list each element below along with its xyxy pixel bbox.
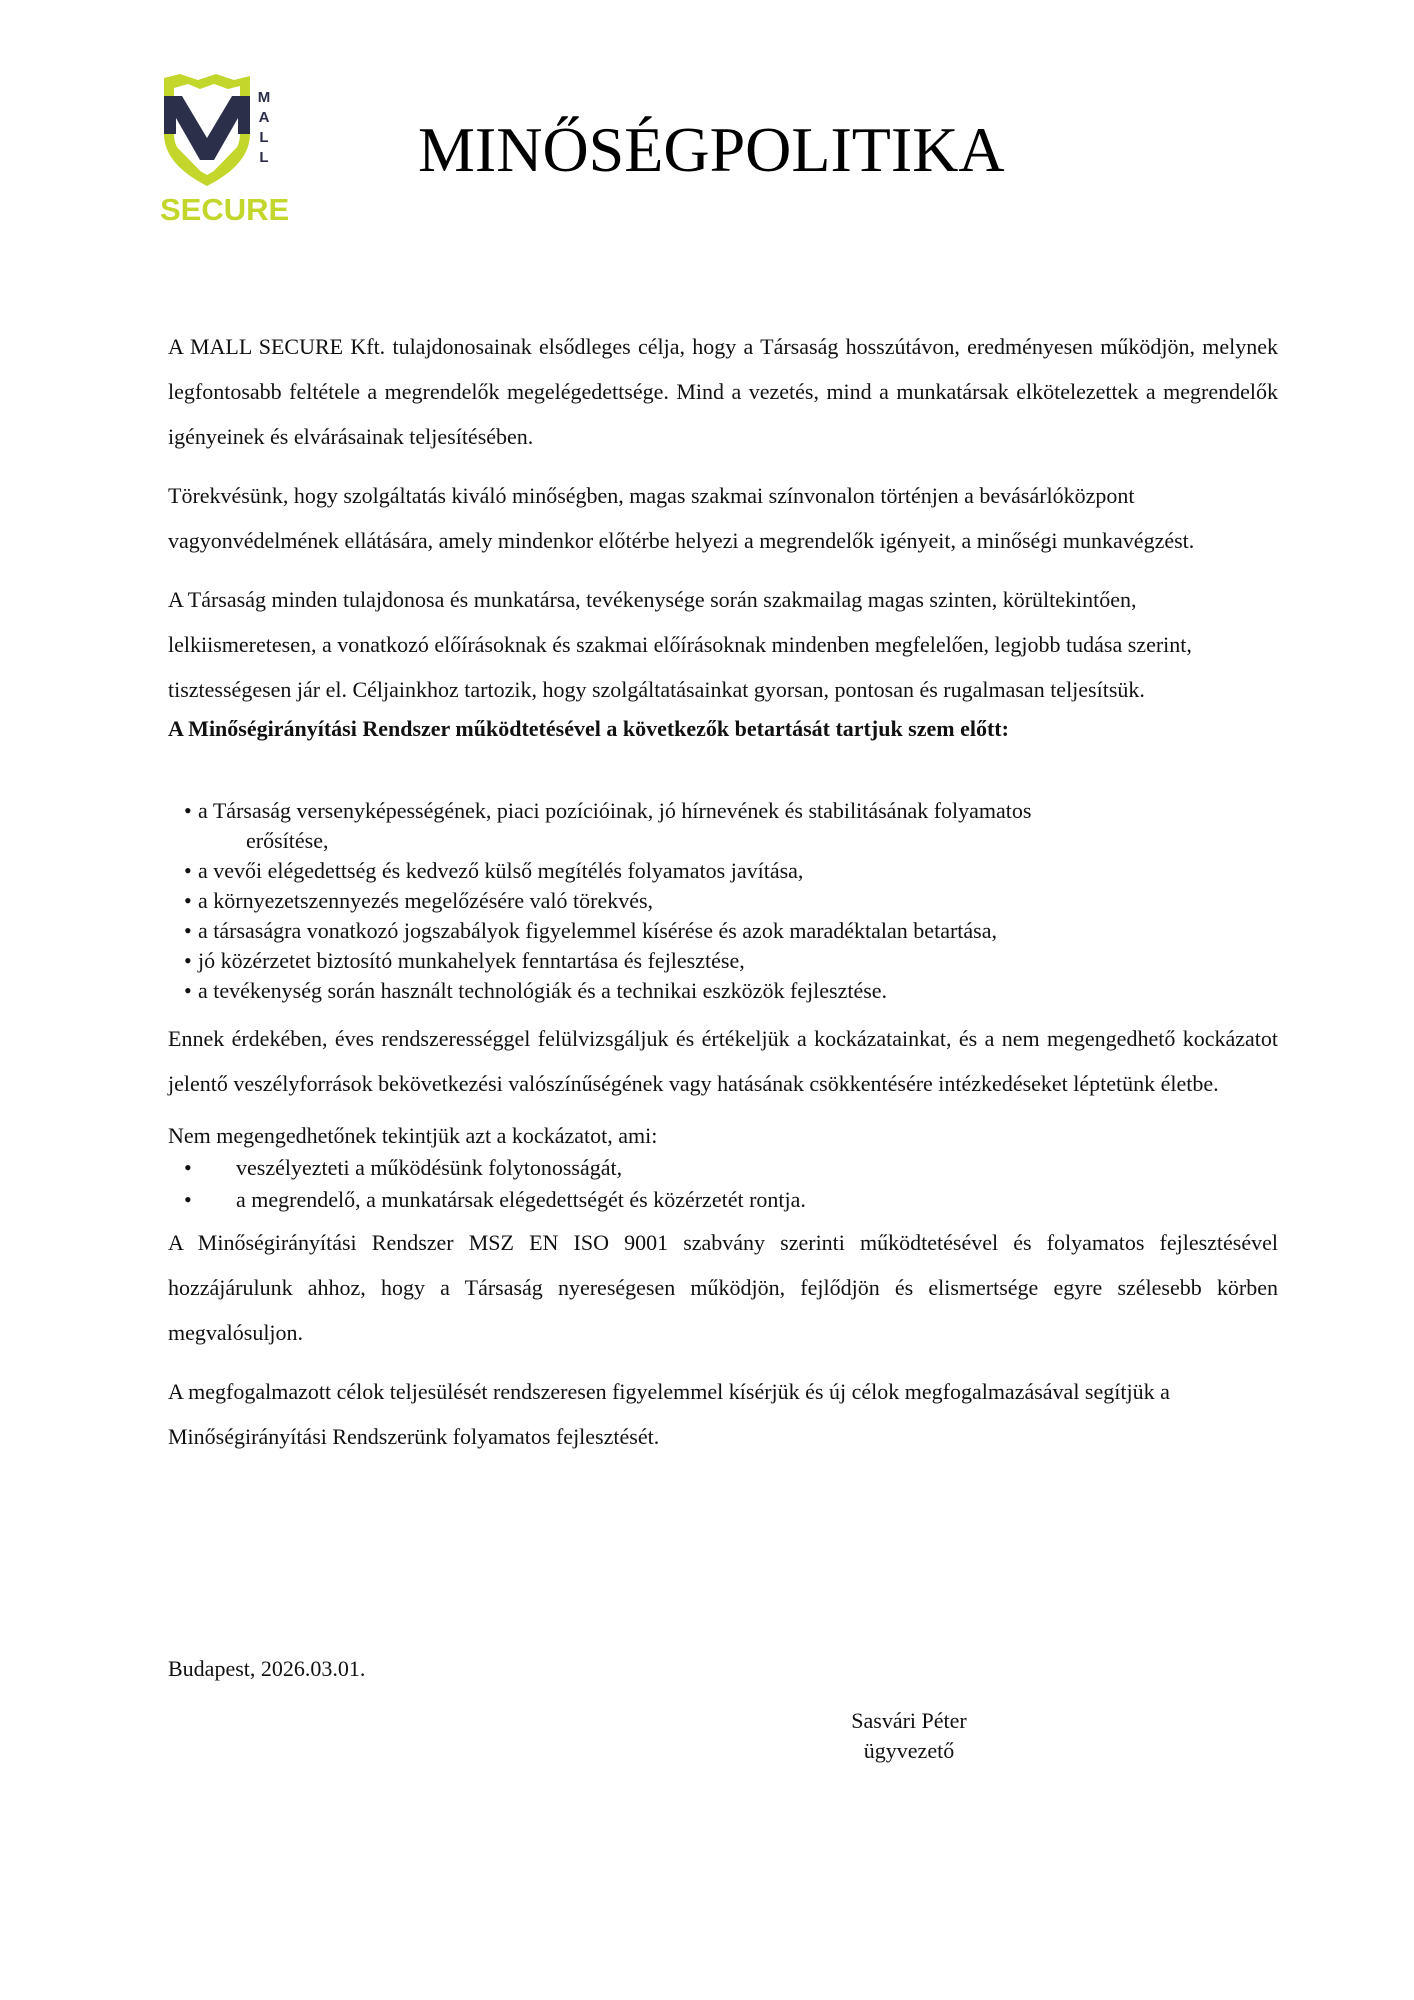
list-item-continuation: erősítése, xyxy=(246,828,329,853)
signer-name: Sasvári Péter xyxy=(851,1708,967,1733)
bullet-icon: • xyxy=(184,978,192,1003)
bullet-icon: • xyxy=(184,1155,192,1180)
qms-intro-heading: A Minőségirányítási Rendszer működtetésével a következők betartását tartjuk szem előtt: xyxy=(168,716,1009,741)
qms-goals-list xyxy=(184,796,1278,1006)
bullet-icon: • xyxy=(184,1187,192,1212)
policy-body xyxy=(168,324,1278,1459)
logo-letter-a: A xyxy=(258,109,270,126)
list-item xyxy=(184,976,1278,1006)
list-item xyxy=(184,886,1278,916)
signature-block xyxy=(838,1706,980,1766)
bullet-icon: • xyxy=(184,798,192,823)
risk-list xyxy=(168,1152,1278,1216)
paragraph-goals: A MALL SECURE Kft. tulajdonosainak elsődleges célja, hogy a Társaság hosszútávon, eredményesen működjön, melynek legfontosabb feltétele a megrendelők megelégedettsége. Mind a vezetés, mind a munkatársak elkötelezettek a megrendelők igényeinek és elvárásainak teljesítésében. xyxy=(168,334,1278,449)
list-item-text: a tevékenység során használt technológiák és a technikai eszközök fejlesztése. xyxy=(198,978,888,1003)
paragraph-monitoring: A megfogalmazott célok teljesülését rendszeresen figyelemmel kísérjük és új célok megfogalmazásával segítjük a Minőségirányítási Rendszerünk folyamatos fejlesztését. xyxy=(168,1379,1170,1449)
list-item xyxy=(184,916,1278,946)
risk-intro: Nem megengedhetőnek tekintjük azt a kockázatot, ami: xyxy=(168,1123,658,1148)
signer-title: ügyvezető xyxy=(863,1738,955,1763)
list-item xyxy=(184,946,1278,976)
list-item-text: veszélyezteti a működésünk folytonosságát, xyxy=(236,1155,623,1180)
bullet-icon: • xyxy=(184,948,192,973)
list-item xyxy=(168,1184,1278,1216)
bullet-icon: • xyxy=(184,858,192,883)
list-item-text: a környezetszennyezés megelőzésére való törekvés, xyxy=(198,888,654,913)
paragraph-iso: A Minőségirányítási Rendszer MSZ EN ISO 9001 szabvány szerinti működtetésével és folyamatos fejlesztésével hozzájárulunk ahhoz, hogy a Társaság nyereségesen működjön, fejlődjön és elismertsége egyre szélesebb körben megvalósuljon. xyxy=(168,1230,1278,1345)
list-item-text: a Társaság versenyképességének, piaci pozícióinak, jó hírnevének és stabilitásának folyamatos xyxy=(198,798,1032,823)
list-item xyxy=(184,796,1278,856)
list-item-text: a társaságra vonatkozó jogszabályok figyelemmel kísérése és azok maradéktalan betartása, xyxy=(198,918,997,943)
logo-wordmark: SECURE xyxy=(160,192,290,227)
logo-letter-m: M xyxy=(257,89,271,106)
place-date: Budapest, 2026.03.01. xyxy=(168,1656,366,1681)
shield-logo-icon xyxy=(160,72,280,192)
page-title: MINŐSÉGPOLITIKA xyxy=(418,114,1005,185)
bullet-icon: • xyxy=(184,918,192,943)
logo-letter-l2: L xyxy=(259,149,269,166)
company-logo xyxy=(160,72,290,232)
logo-letter-l1: L xyxy=(259,129,269,146)
list-item xyxy=(184,856,1278,886)
list-item xyxy=(168,1152,1278,1184)
list-item-text: a megrendelő, a munkatársak elégedettségét és közérzetét rontja. xyxy=(236,1187,806,1212)
list-item-text: jó közérzetet biztosító munkahelyek fenntartása és fejlesztése, xyxy=(198,948,745,973)
bullet-icon: • xyxy=(184,888,192,913)
paragraph-conduct: A Társaság minden tulajdonosa és munkatársa, tevékenysége során szakmailag magas szinten, körültekintően, lelkiismeretesen, a vonatkozó előírásoknak és szakmai előírásoknak mindenben megfelelően, legjobb tudása szerint, tisztességesen jár el. Céljainkhoz tartozik, hogy szolgáltatásainkat gyorsan, pontosan és rugalmasan teljesítsük. xyxy=(168,587,1192,702)
paragraph-risk-review: Ennek érdekében, éves rendszerességgel felülvizsgáljuk és értékeljük a kockázatainkat, és a nem megengedhető kockázatot jelentő veszélyforrások bekövetkezési valószínűségének vagy hatásának csökkentésére intézkedéseket léptetünk életbe. xyxy=(168,1026,1278,1096)
list-item-text: a vevői elégedettség és kedvező külső megítélés folyamatos javítása, xyxy=(198,858,804,883)
paragraph-aspiration: Törekvésünk, hogy szolgáltatás kiváló minőségben, magas szakmai színvonalon történjen a bevásárlóközpont vagyonvédelmének ellátására, amely mindenkor előtérbe helyezi a megrendelők igényeit, a minőségi munkavégzést. xyxy=(168,483,1195,553)
